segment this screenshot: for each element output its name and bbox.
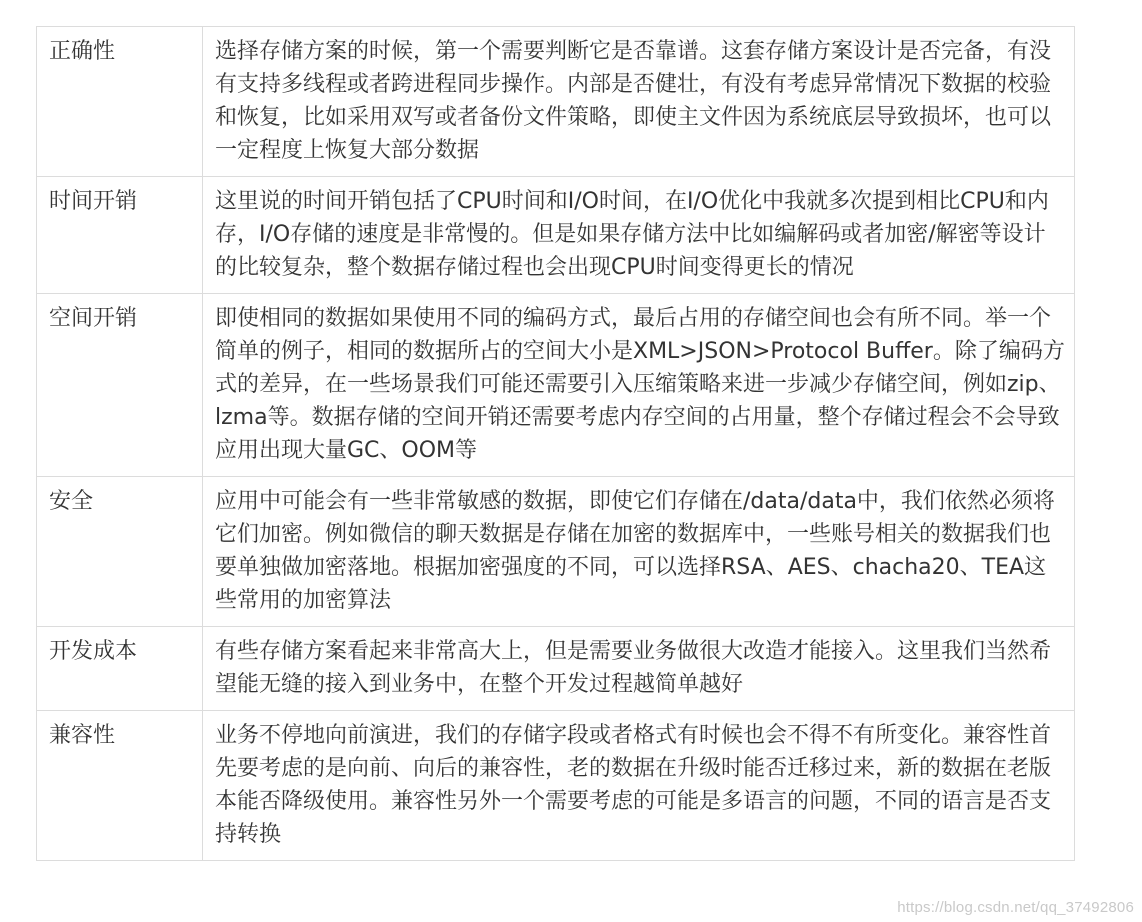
table-row bbox=[37, 477, 1075, 627]
criterion-label: 兼容性 bbox=[37, 711, 203, 861]
criterion-description: 应用中可能会有一些非常敏感的数据，即使它们存储在/data/data中，我们依然必须将它们加密。例如微信的聊天数据是存储在加密的数据库中，一些账号相关的数据我们也要单独做加密落地。根据加密强度的不同，可以选择RSA、AES、chacha20、TEA这些常用的加密算法 bbox=[203, 477, 1075, 627]
table-row bbox=[37, 27, 1075, 177]
criterion-description: 有些存储方案看起来非常高大上，但是需要业务做很大改造才能接入。这里我们当然希望能无缝的接入到业务中，在整个开发过程越简单越好 bbox=[203, 627, 1075, 711]
criterion-description: 即使相同的数据如果使用不同的编码方式，最后占用的存储空间也会有所不同。举一个简单的例子，相同的数据所占的空间大小是XML>JSON>Protocol Buffer。除了编码方式的差异，在一些场景我们可能还需要引入压缩策略来进一步减少存储空间，例如zip、lzma等。数据存储的空间开销还需要考虑内存空间的占用量，整个存储过程会不会导致应用出现大量GC、OOM等 bbox=[203, 294, 1075, 477]
source-watermark: https://blog.csdn.net/qq_37492806 bbox=[897, 899, 1134, 916]
table-row bbox=[37, 177, 1075, 294]
criterion-label: 正确性 bbox=[37, 27, 203, 177]
criterion-label: 空间开销 bbox=[37, 294, 203, 477]
table-row bbox=[37, 294, 1075, 477]
table-row bbox=[37, 711, 1075, 861]
criterion-description: 这里说的时间开销包括了CPU时间和I/O时间，在I/O优化中我就多次提到相比CPU和内存，I/O存储的速度是非常慢的。但是如果存储方法中比如编解码或者加密/解密等设计的比较复杂，整个数据存储过程也会出现CPU时间变得更长的情况 bbox=[203, 177, 1075, 294]
criterion-label: 时间开销 bbox=[37, 177, 203, 294]
table-row bbox=[37, 627, 1075, 711]
criterion-description: 选择存储方案的时候，第一个需要判断它是否靠谱。这套存储方案设计是否完备，有没有支持多线程或者跨进程同步操作。内部是否健壮，有没有考虑异常情况下数据的校验和恢复，比如采用双写或者备份文件策略，即使主文件因为系统底层导致损坏，也可以一定程度上恢复大部分数据 bbox=[203, 27, 1075, 177]
criterion-label: 开发成本 bbox=[37, 627, 203, 711]
criterion-description: 业务不停地向前演进，我们的存储字段或者格式有时候也会不得不有所变化。兼容性首先要考虑的是向前、向后的兼容性，老的数据在升级时能否迁移过来，新的数据在老版本能否降级使用。兼容性另外一个需要考虑的可能是多语言的问题，不同的语言是否支持转换 bbox=[203, 711, 1075, 861]
criterion-label: 安全 bbox=[37, 477, 203, 627]
storage-criteria-table bbox=[36, 26, 1075, 861]
